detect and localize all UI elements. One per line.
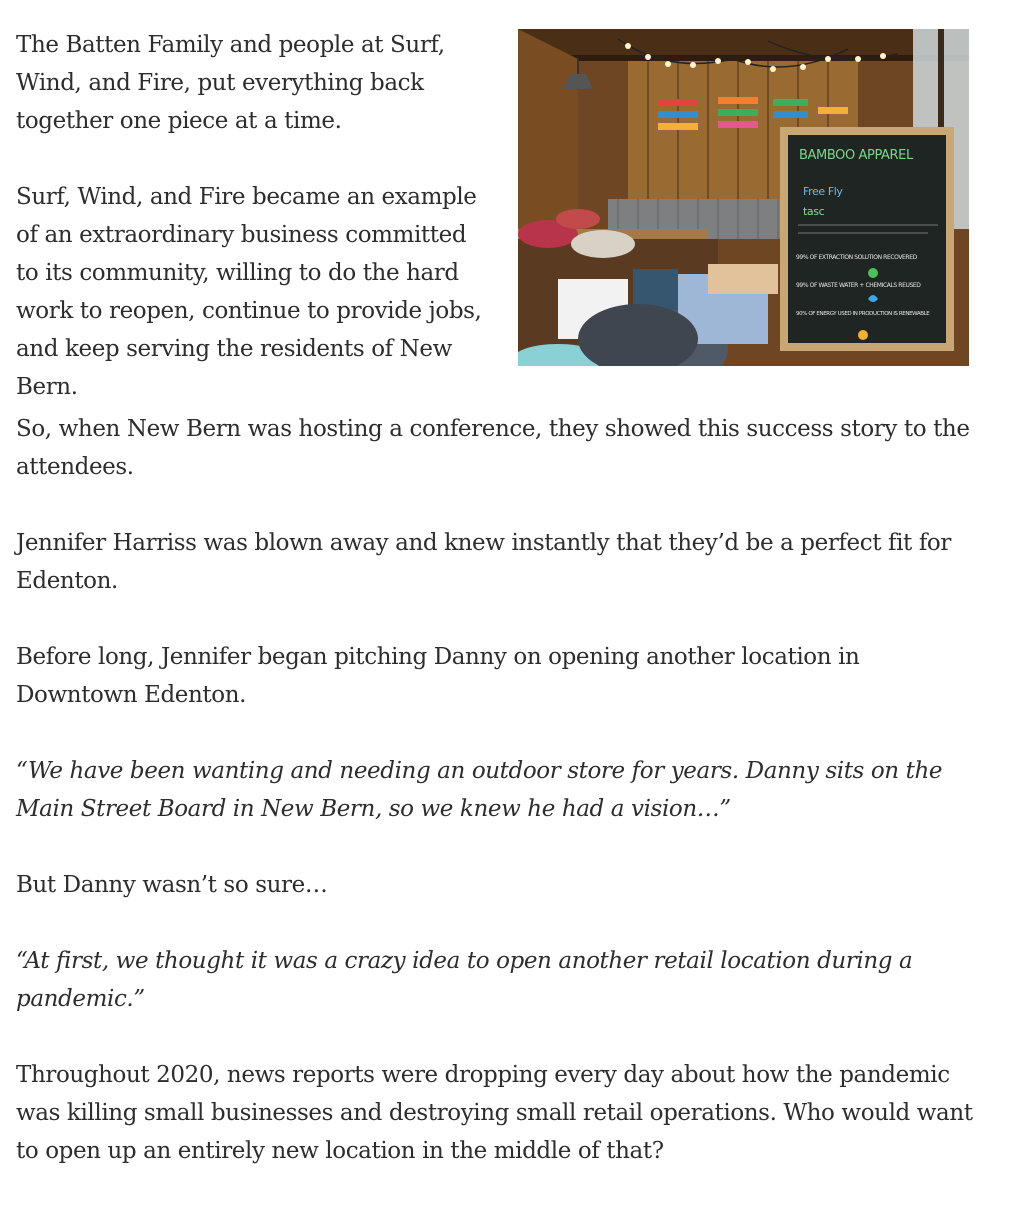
chalkboard-line-2: tasc [803, 205, 825, 218]
chalkboard-line-3: 99% OF EXTRACTION SOLUTION RECOVERED [796, 254, 917, 261]
chalkboard-line-5: 90% OF ENERGY USED IN PRODUCTION IS RENEWABLE [796, 311, 930, 317]
intro-section [16, 26, 976, 400]
paragraph-jennifer: Jennifer Harriss was blown away and knew instantly that they’d be a perfect fit for Edenton. [16, 530, 951, 594]
paragraph-batten-family: The Batten Family and people at Surf, Wind, and Fire, put everything back together one piece at a time. [16, 32, 445, 134]
chalkboard-line-4: 99% OF WASTE WATER + CHEMICALS REUSED [796, 282, 921, 289]
chalkboard-heading: BAMBOO APPAREL [799, 148, 913, 163]
paragraph-pandemic: Throughout 2020, news reports were dropping every day about how the pandemic was killing small businesses and destroying small retail operations. Who would want to open up an entirely new location in the middle of that? [16, 1062, 973, 1164]
paragraph-pitching: Before long, Jennifer began pitching Danny on opening another location in Downtown Edenton. [16, 644, 860, 708]
quote-outdoor-store: “We have been wanting and needing an outdoor store for years. Danny sits on the Main Street Board in New Bern, so we knew he had a vision…” [16, 758, 943, 822]
article-continuation [16, 410, 976, 1170]
intro-text [16, 26, 486, 406]
paragraph-extraordinary-business: Surf, Wind, and Fire became an example of an extraordinary business committed to its community, willing to do the hard work to reopen, continue to provide jobs, and keep serving the residents of New Bern. [16, 184, 482, 400]
article-body [16, 26, 976, 1208]
paragraph-conference: So, when New Bern was hosting a conference, they showed this success story to the attendees. [16, 416, 970, 480]
store-interior-photo [518, 29, 969, 366]
store-photo-illustration [518, 29, 969, 366]
chalkboard-line-1: Free Fly [803, 185, 843, 198]
paragraph-danny-unsure: But Danny wasn’t so sure… [16, 872, 328, 898]
quote-crazy-idea: “At first, we thought it was a crazy idea to open another retail location during a pandemic.” [16, 948, 913, 1012]
